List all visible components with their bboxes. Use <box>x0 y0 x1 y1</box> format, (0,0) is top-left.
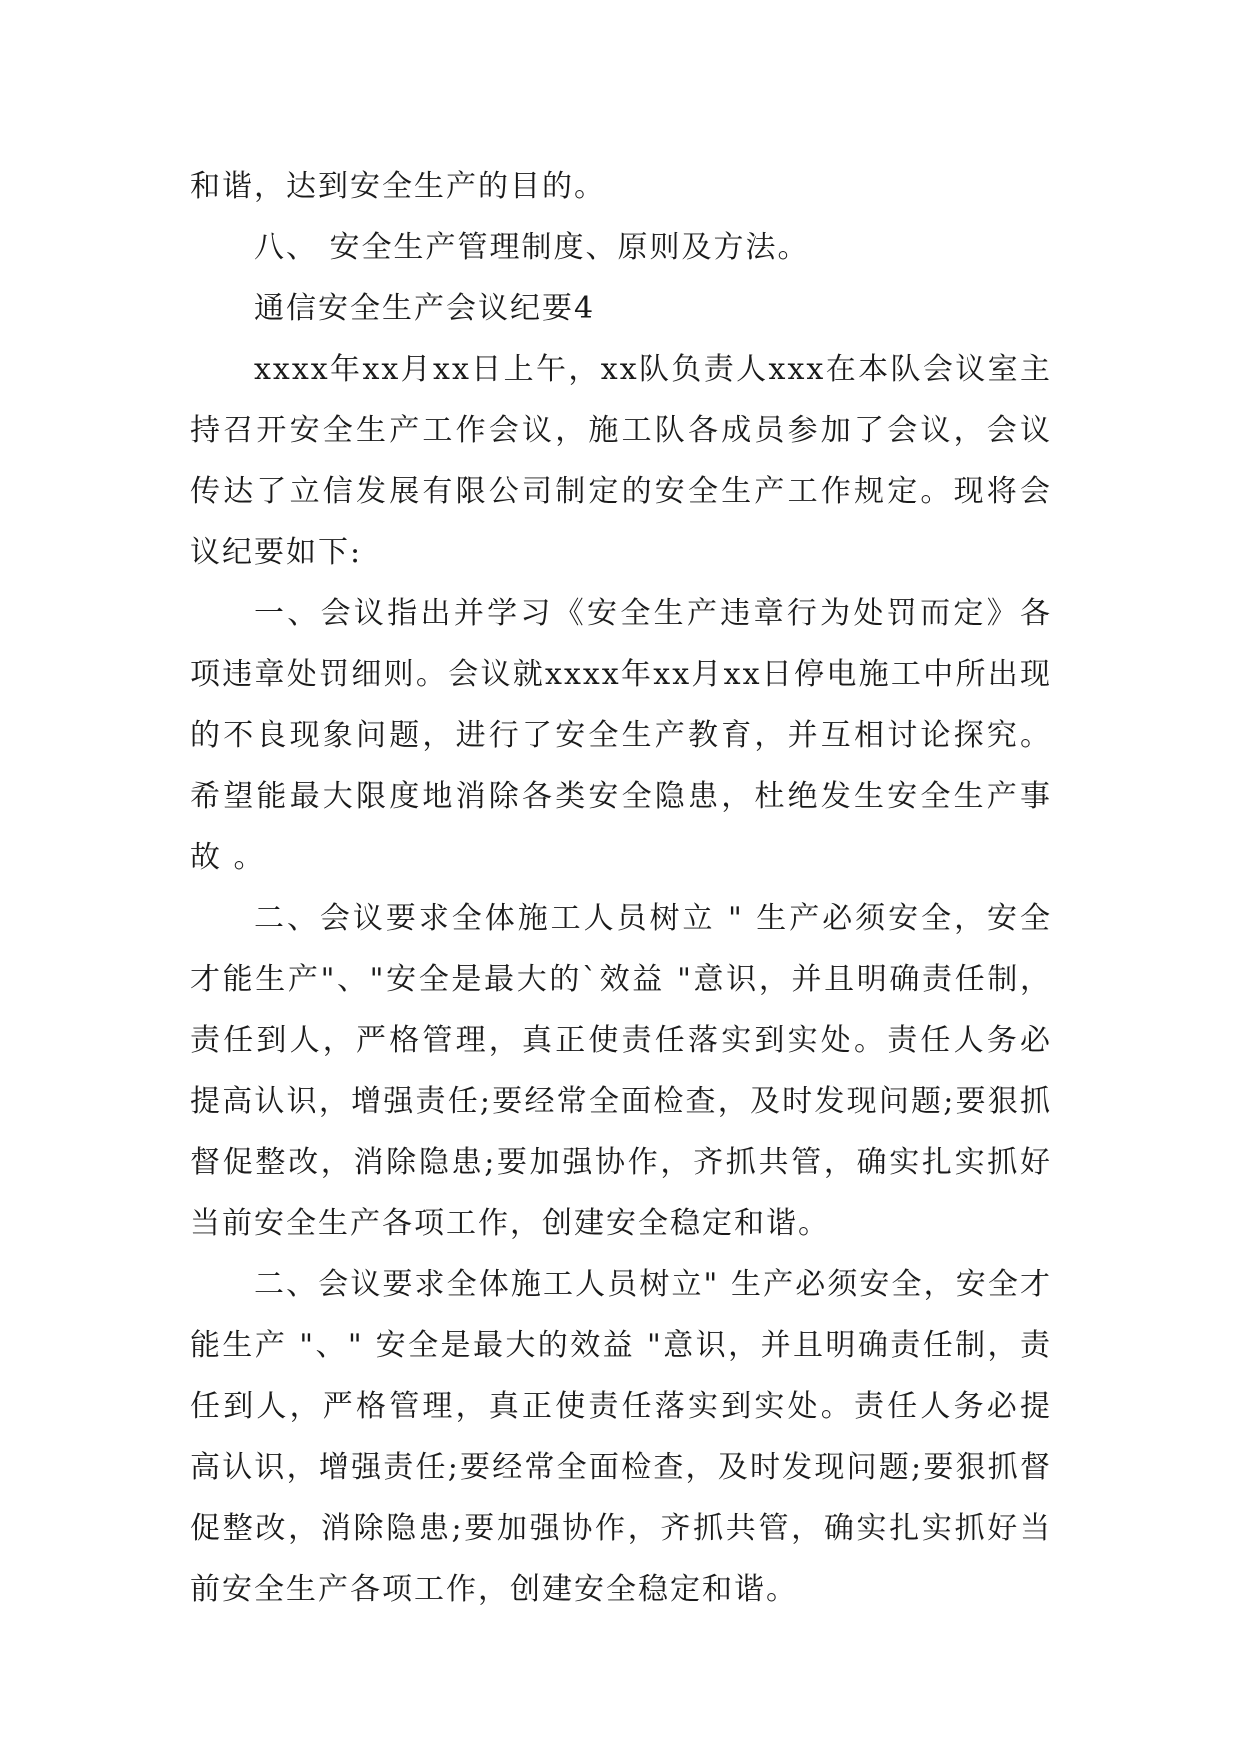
paragraph-point-two-repeat: 二、会议要求全体施工人员树立" 生产必须安全，安全才能生产 "、" 安全是最大的效益 "意识，并且明确责任制，责任到人，严格管理，真正使责任落实到实处。责任人务必提高认识，增强责任;要经常全面检查，及时发现问题;要狠抓督促整改，消除隐患;要加强协作，齐抓共管，确实扎实抓好当前安全生产各项工作，创建安全稳定和谐。 <box>190 1267 1052 1607</box>
paragraph-intro: xxxx年xx月xx日上午，xx队负责人xxx在本队会议室主持召开安全生产工作会议，施工队各成员参加了会议，会议传达了立信发展有限公司制定的安全生产工作规定。现将会议纪要如下: <box>190 352 1052 570</box>
paragraph-continuation: 和谐，达到安全生产的目的。 <box>190 169 606 204</box>
document-body <box>190 156 1052 1620</box>
paragraph-point-two: 二、会议要求全体施工人员树立 " 生产必须安全，安全才能生产"、"安全是最大的`效益 "意识，并且明确责任制，责任到人，严格管理，真正使责任落实到实处。责任人务必提高认识，增强责任;要经常全面检查，及时发现问题;要狠抓督促整改，消除隐患;要加强协作，齐抓共管，确实扎实抓好当前安全生产各项工作，创建安全稳定和谐。 <box>190 901 1052 1241</box>
document-subtitle: 通信安全生产会议纪要4 <box>254 291 596 326</box>
paragraph-point-one: 一、会议指出并学习《安全生产违章行为处罚而定》各项违章处罚细则。会议就xxxx年xx月xx日停电施工中所出现的不良现象问题，进行了安全生产教育，并互相讨论探究。希望能最大限度地消除各类安全隐患，杜绝发生安全生产事故 。 <box>190 596 1052 875</box>
section-heading-eight: 八、 安全生产管理制度、原则及方法。 <box>254 230 810 265</box>
